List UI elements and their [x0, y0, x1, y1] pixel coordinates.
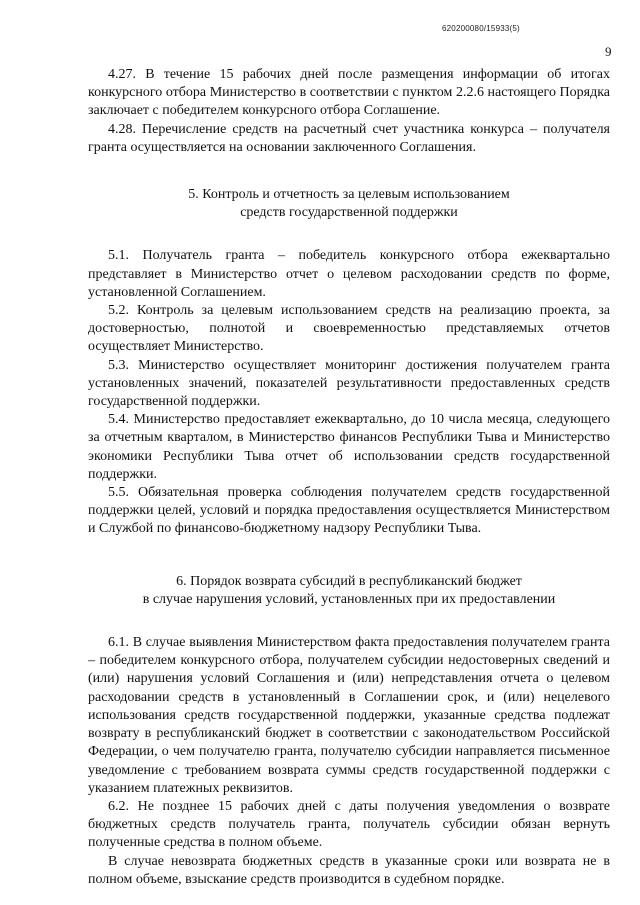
- document-code: 620200080/15933(5): [442, 24, 520, 33]
- section-6-title-line-2: в случае нарушения условий, установленных при их предоставлении: [142, 591, 556, 607]
- paragraph-5-4: 5.4. Министерство предоставляет ежеквартально, до 10 числа месяца, следующего за отчетным кварталом, в Министерство финансов Республики Тыва и Министерство экономики Республики Тыва отчет об использовании средств государственной поддержки.: [88, 412, 610, 482]
- paragraph-5-1: 5.1. Получатель гранта – победитель конкурсного отбора ежеквартально представляет в Министерство отчет о целевом расходовании средств по форме, установленной Соглашением.: [88, 248, 610, 300]
- paragraph-5-2: 5.2. Контроль за целевым использованием средств на реализацию проекта, за достоверностью, полнотой и своевременностью представляемых отчетов осуществляет Министерство.: [88, 303, 610, 355]
- paragraph-4-27: 4.27. В течение 15 рабочих дней после размещения информации об итогах конкурсного отбора Министерство в соответствии с пунктом 2.2.6 настоящего Порядка заключает с победителем конкурсного отбора Соглашение.: [88, 67, 610, 119]
- section-5-title-line-1: 5. Контроль и отчетность за целевым использованием: [188, 187, 510, 203]
- section-5-title-line-2: средств государственной поддержки: [240, 205, 458, 221]
- section-6-title-line-1: 6. Порядок возврата субсидий в республиканский бюджет: [176, 573, 522, 589]
- document-body: [88, 66, 610, 889]
- page-number: 9: [605, 44, 612, 59]
- paragraph-6-1: 6.1. В случае выявления Министерством факта предоставления получателем гранта – победителем конкурсного отбора, получателем субсидии недостоверных сведений и (или) нарушения условий Соглашения и (или) непредставления отчета о целевом расходовании средств в установленный в Соглашении срок, и (или) нецелевого использования средств государственной поддержки, указанные средства подлежат возврату в республиканский бюджет в соответствии с законодательством Российской Федерации, о чем получателю гранта, получателю субсидии направляется письменное уведомление с требованием возврата суммы средств государственной поддержки с указанием платежных реквизитов.: [88, 635, 610, 796]
- paragraph-4-28: 4.28. Перечисление средств на расчетный счет участника конкурса – получателя гранта осуществляется на основании заключенного Соглашения.: [88, 121, 610, 155]
- paragraph-6-3: В случае невозврата бюджетных средств в указанные сроки или возврата не в полном объеме, взыскание средств производится в судебном порядке.: [88, 853, 610, 887]
- paragraph-6-2: 6.2. Не позднее 15 рабочих дней с даты получения уведомления о возврате бюджетных средств получатель гранта, получатель субсидии обязан вернуть полученные средства в полном объеме.: [88, 798, 610, 851]
- paragraph-5-3: 5.3. Министерство осуществляет мониторинг достижения получателем гранта установленных значений, показателей результативности предоставленных средств государственной поддержки.: [88, 357, 610, 410]
- paragraph-5-5: 5.5. Обязательная проверка соблюдения получателем средств государственной поддержки целей, условий и порядка предоставления осуществляется Министерством и Службой по финансово-бюджетному надзору Республики Тыва.: [88, 485, 610, 537]
